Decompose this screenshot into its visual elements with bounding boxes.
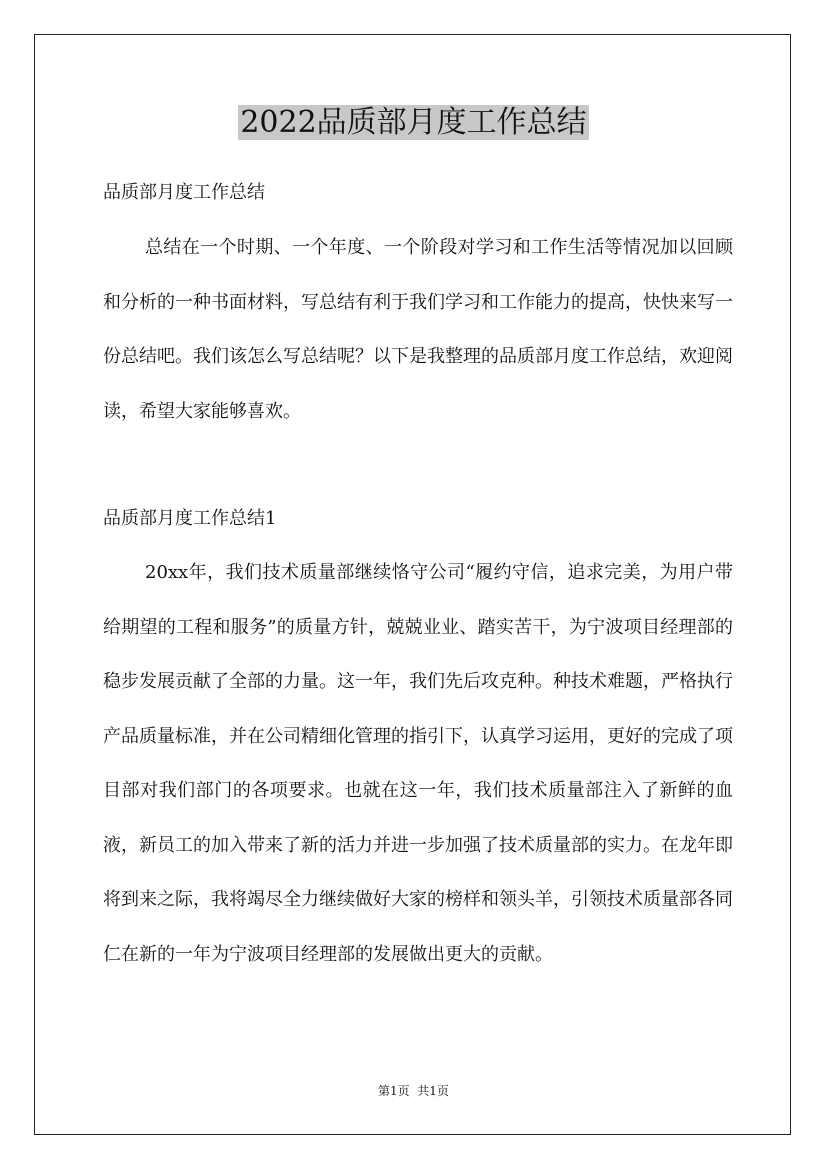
intro-heading: 品质部月度工作总结 — [103, 182, 265, 203]
section1-heading: 品质部月度工作总结1 — [103, 508, 277, 529]
document-title-text: 2022品质部月度工作总结 — [240, 105, 587, 140]
section1-paragraph: 20xx年，我们技术质量部继续恪守公司“履约守信，追求完美，为用户带给期望的工程和服务”的质量方针，兢兢业业、踏实苦干，为宁波项目经理部的稳步发展贡献了全部的力量。这一年，我们先后攻克种。种技术难题，严格执行产品质量标准，并在公司精细化管理的指引下，认真学习运用，更好的完成了项目部对我们部门的各项要求。也就在这一年，我们技术质量部注入了新鲜的血液，新员工的加入带来了新的活力并进一步加强了技术质量部的实力。在龙年即将到来之际，我将竭尽全力继续做好大家的榜样和领头羊，引领技术质量部各同仁在新的一年为宁波项目经理部的发展做出更大的贡献。 — [103, 562, 733, 965]
page-footer: 第1页 共1页 — [378, 1084, 449, 1098]
intro-paragraph: 总结在一个时期、一个年度、一个阶段对学习和工作生活等情况加以回顾和分析的一种书面材料，写总结有利于我们学习和工作能力的提高，快快来写一份总结吧。我们该怎么写总结呢？以下是我整理的品质部月度工作总结，欢迎阅读，希望大家能够喜欢。 — [103, 237, 733, 422]
document-title — [0, 103, 827, 143]
